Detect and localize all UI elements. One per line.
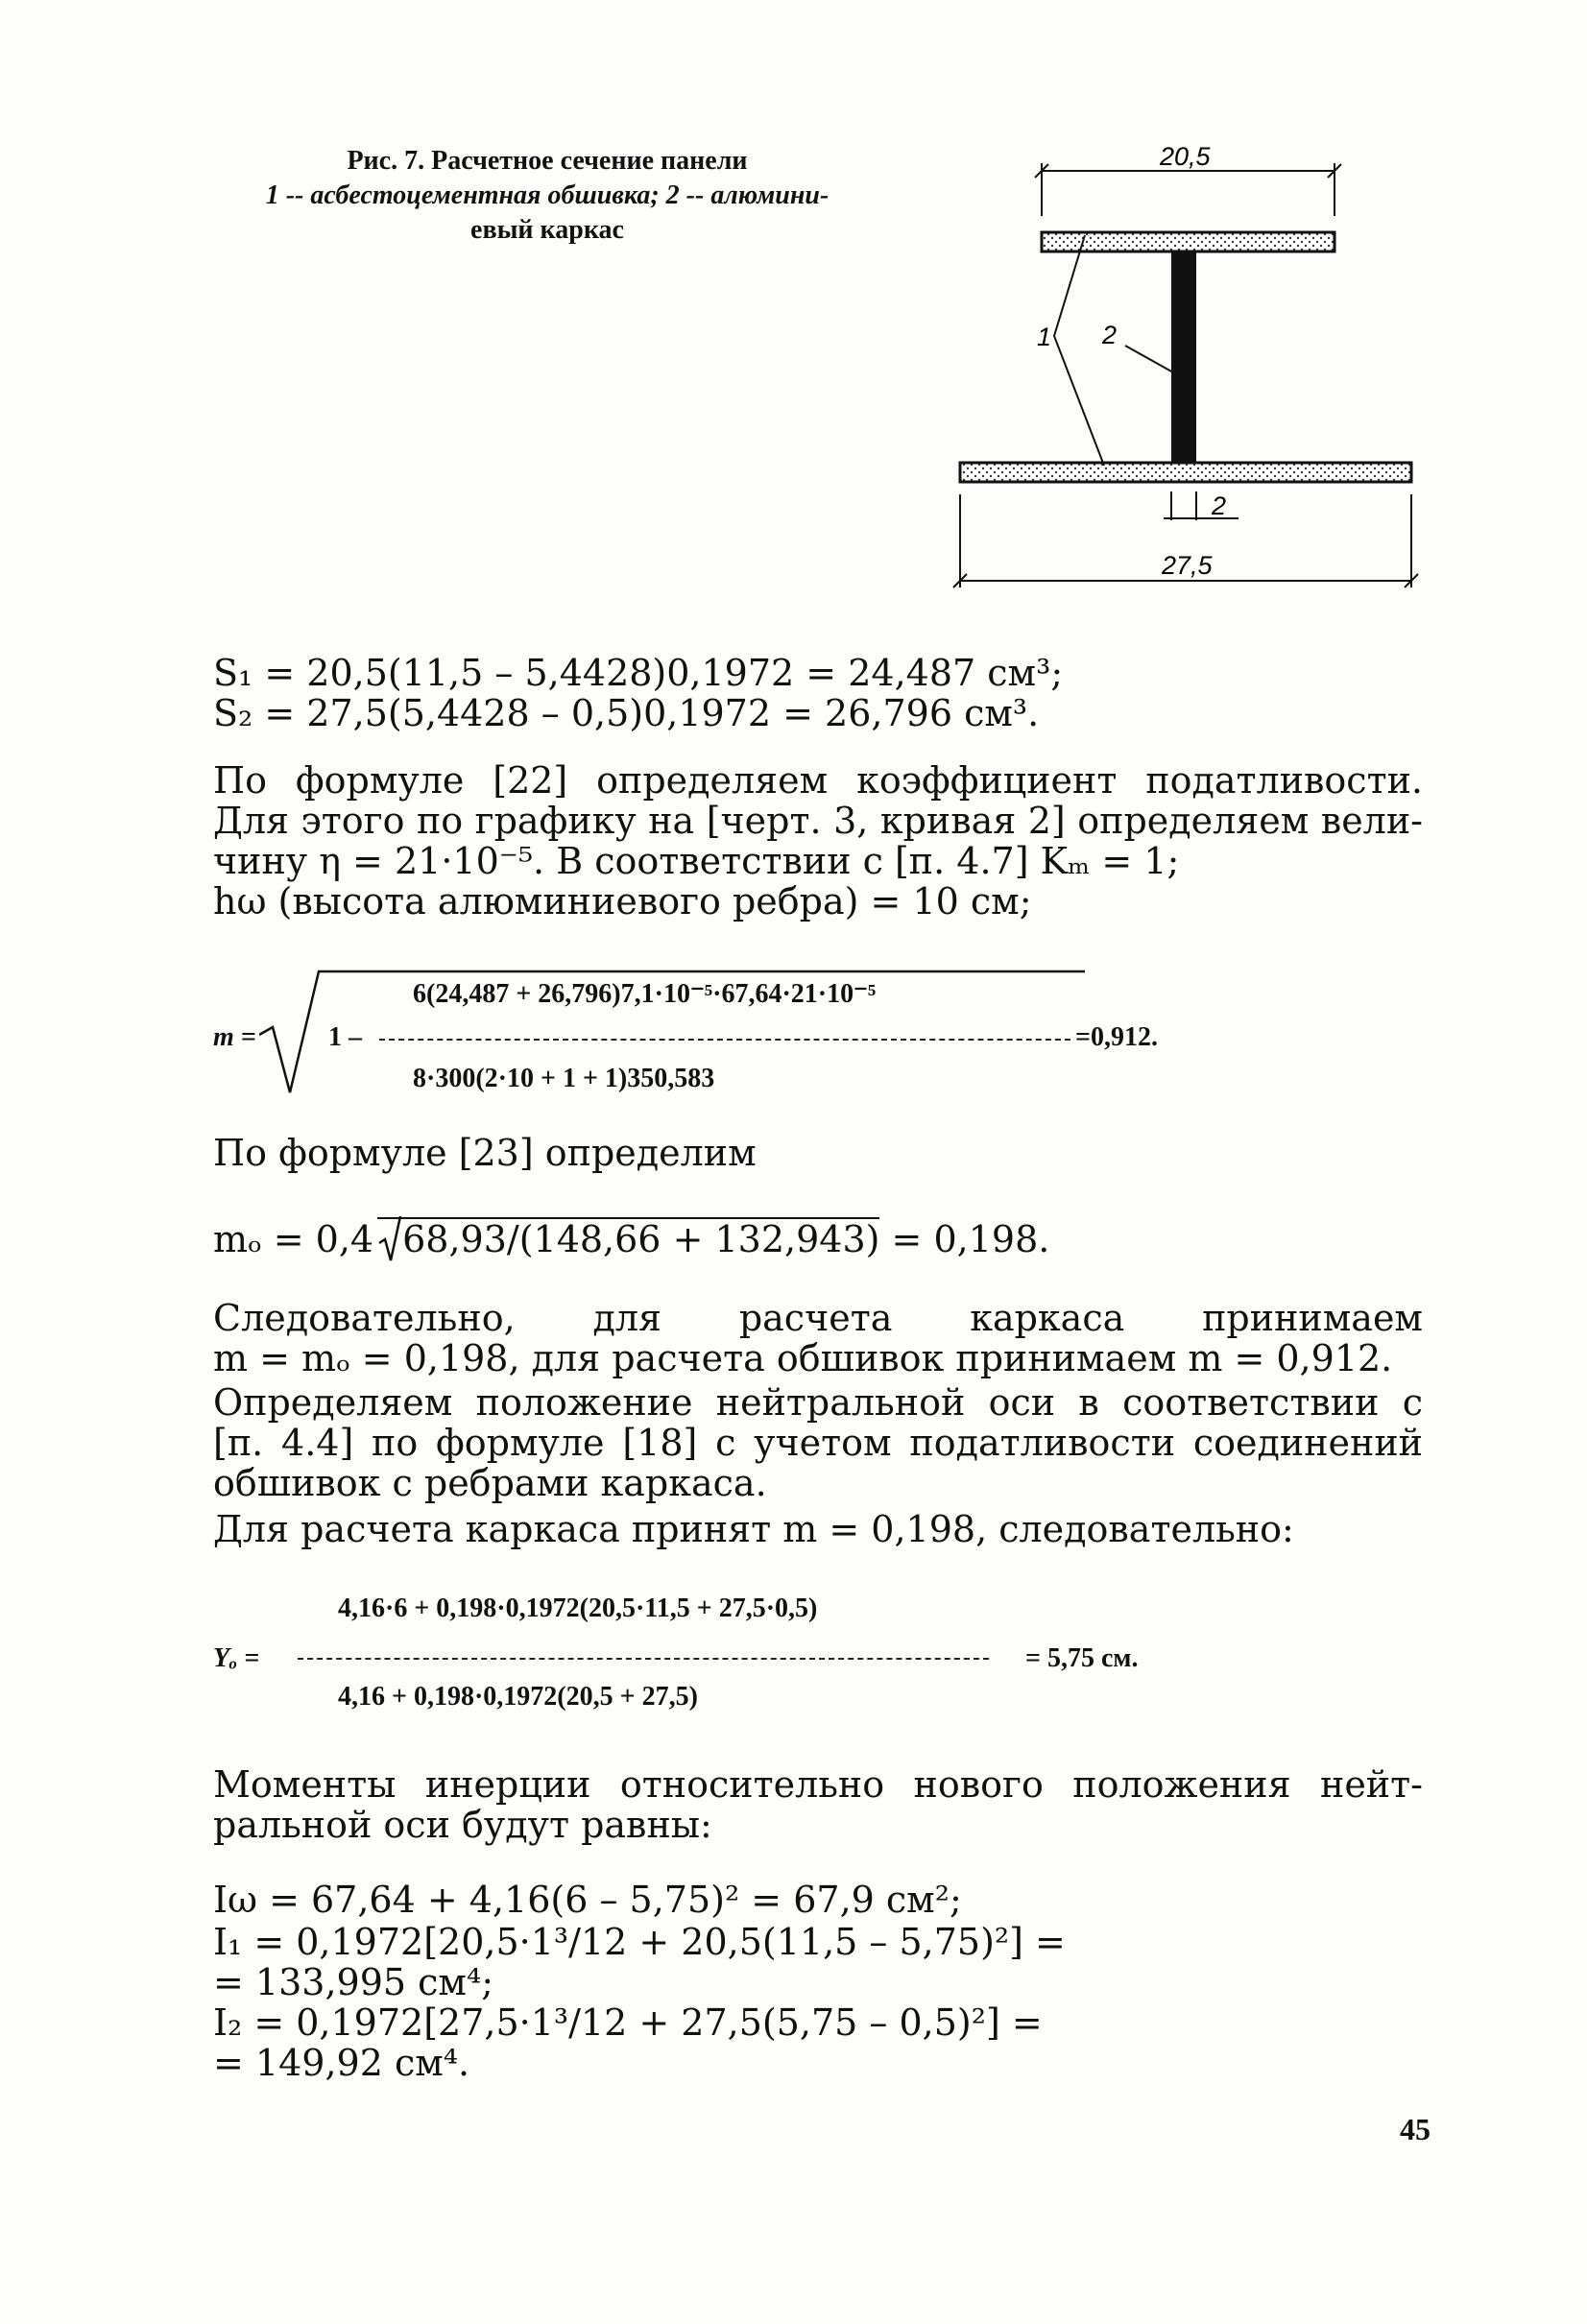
eq-m-lhs: m = — [213, 1022, 256, 1052]
paragraph-line: Для расчета каркаса принят m = 0,198, следовательно: — [213, 1508, 1294, 1550]
paragraph-line: [п. 4.4] по формуле [18] с учетом податливости соединений — [213, 1422, 1423, 1464]
label-1: 1 — [1037, 323, 1052, 351]
eq-m-denominator: 8·300(2·10 + 1 + 1)350,583 — [413, 1064, 715, 1093]
bottom-sheathing — [960, 463, 1411, 482]
eq-m-one: 1 – — [328, 1022, 362, 1052]
paragraph-line: Для этого по графику на [черт. 3, кривая 2] определяем вели- — [213, 800, 1423, 842]
equation-s1: S₁ = 20,5(11,5 – 5,4428)0,1972 = 24,487 см³; — [213, 652, 1064, 694]
paragraph-line: Определяем положение нейтральной оси в соответствии с — [213, 1381, 1423, 1424]
equation-line: I₁ = 0,1972[20,5·1³/12 + 20,5(11,5 – 5,75)²] = — [213, 1921, 1066, 1963]
caption-title: Рис. 7. Расчетное сечение панели — [347, 146, 748, 176]
eq-y0-numerator: 4,16·6 + 0,198·0,1972(20,5·11,5 + 27,5·0,5) — [338, 1593, 818, 1623]
equation-line: = 133,995 см⁴; — [213, 1961, 494, 2003]
figure-caption — [192, 144, 902, 248]
eq-m0-result: = 0,198. — [891, 1218, 1050, 1260]
top-sheathing — [1042, 232, 1335, 252]
caption-legend-line: 1 -- асбестоцементная обшивка; 2 -- алюмини- — [265, 180, 830, 210]
panel-cross-section-figure — [950, 144, 1431, 605]
caption-legend-line: евый каркас — [470, 215, 624, 245]
web-thickness-dimension: 2 — [1212, 491, 1227, 520]
eq-m-result: =0,912. — [1075, 1022, 1158, 1052]
equation-m0 — [213, 1217, 1049, 1259]
aluminium-web — [1171, 252, 1196, 463]
equation-line: Iω = 67,64 + 4,16(6 – 5,75)² = 67,9 см²; — [213, 1879, 962, 1921]
equation-line: = 149,92 см⁴. — [213, 2042, 470, 2084]
eq-y0-result: = 5,75 см. — [1025, 1643, 1139, 1673]
paragraph-line: ральной оси будут равны: — [213, 1804, 712, 1846]
paragraph-line: Моменты инерции относительно нового положения нейт- — [213, 1763, 1423, 1806]
equation-s2: S₂ = 27,5(5,4428 – 0,5)0,1972 = 26,796 см³. — [213, 692, 1040, 734]
equation-line: I₂ = 0,1972[27,5·1³/12 + 27,5(5,75 – 0,5)²] = — [213, 2001, 1043, 2044]
eq-m0-lhs: mₒ = 0,4 — [213, 1218, 374, 1260]
eq-m-numerator: 6(24,487 + 26,796)7,1·10⁻⁵·67,64·21·10⁻⁵ — [413, 979, 877, 1009]
paragraph-line: hω (высота алюминиевого ребра) = 10 см; — [213, 880, 1032, 922]
bottom-width-dimension: 27,5 — [1162, 551, 1213, 580]
paragraph-line: Следовательно, для расчета каркаса принимаем — [213, 1297, 1423, 1339]
top-width-dimension: 20,5 — [1160, 144, 1211, 171]
paragraph-line: m = mₒ = 0,198, для расчета обшивок принимаем m = 0,912. — [213, 1337, 1393, 1379]
page-number: 45 — [1400, 2112, 1431, 2146]
paragraph-line: По формуле [23] определим — [213, 1132, 757, 1174]
paragraph-line: обшивок с ребрами каркаса. — [213, 1462, 767, 1504]
paragraph-line: чину η = 21·10⁻⁵. В соответствии с [п. 4.7] Kₘ = 1; — [213, 840, 1180, 882]
paragraph-line: По формуле [22] определяем коэффициент податливости. — [213, 759, 1423, 802]
label-2: 2 — [1102, 321, 1118, 349]
eq-m0-radicand: 68,93/(148,66 + 132,943) — [402, 1218, 880, 1260]
eq-y0-denominator: 4,16 + 0,198·0,1972(20,5 + 27,5) — [338, 1682, 698, 1712]
eq-y0-lhs: Yₒ = — [213, 1643, 260, 1673]
